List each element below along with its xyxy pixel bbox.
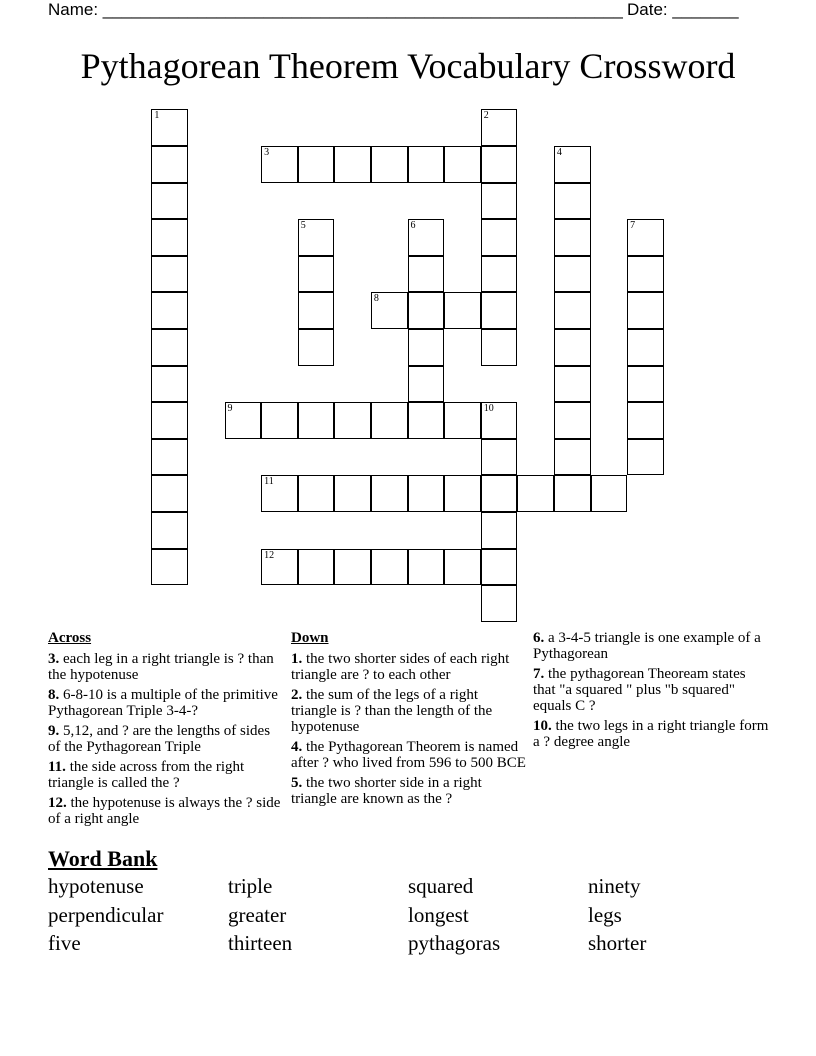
crossword-cell[interactable] [481,512,518,549]
crossword-cell[interactable] [371,402,408,439]
crossword-cell[interactable] [627,402,664,439]
clue-down-2 [291,687,527,735]
clue-text: the two shorter side in a right triangle are known as the ? [291,775,482,807]
crossword-cell[interactable] [554,402,591,439]
clue-text: the side across from the right triangle is called the ? [48,759,245,791]
clue-number: 5. [291,775,303,791]
crossword-cell[interactable] [481,109,518,146]
crossword-cell[interactable] [298,329,335,366]
clue-text: the sum of the legs of a right triangle is ? than the length of the hypotenuse [291,687,493,735]
down-heading: Down [291,630,329,646]
crossword-cell[interactable] [371,475,408,512]
word-bank-item: squared [408,874,474,898]
crossword-cell[interactable] [371,549,408,586]
crossword-cell[interactable] [408,549,445,586]
crossword-cell[interactable] [481,329,518,366]
word-bank-item: shorter [588,931,647,955]
crossword-cell[interactable] [151,292,188,329]
crossword-cell[interactable] [554,329,591,366]
crossword-cell[interactable] [591,475,628,512]
name-field[interactable]: Name: _______________________________________________________ [48,0,623,19]
crossword-cell[interactable] [481,402,518,439]
crossword-cell[interactable] [627,219,664,256]
cell-number: 5 [300,220,306,232]
clue-across-11 [48,759,284,791]
clue-number: 6. [533,630,545,646]
crossword-cell[interactable] [151,475,188,512]
crossword-cell[interactable] [298,256,335,293]
cell-number: 2 [483,110,489,122]
word-bank-item: legs [588,903,622,927]
word-bank-title: Word Bank [48,846,158,871]
clue-number: 12. [48,795,67,811]
clue-number: 8. [48,687,60,703]
clue-down-7 [533,666,769,714]
cell-number: 1 [154,110,160,122]
crossword-cell[interactable] [554,475,591,512]
crossword-cell[interactable] [554,146,591,183]
across-heading: Across [48,630,92,646]
crossword-cell[interactable] [627,329,664,366]
crossword-cell[interactable] [481,439,518,476]
crossword-cell[interactable] [371,292,408,329]
crossword-cell[interactable] [334,146,371,183]
down-clues-continued [533,630,769,754]
crossword-cell[interactable] [151,439,188,476]
crossword-cell[interactable] [627,366,664,403]
crossword-cell[interactable] [517,475,554,512]
word-bank-item: ninety [588,874,641,898]
crossword-cell[interactable] [298,402,335,439]
clue-number: 9. [48,723,60,739]
clue-down-1 [291,651,527,683]
word-bank-item: pythagoras [408,931,501,955]
crossword-cell[interactable] [334,402,371,439]
crossword-cell[interactable] [151,512,188,549]
clue-down-5 [291,775,527,807]
crossword-cell[interactable] [298,219,335,256]
cell-number: 3 [264,146,270,158]
cell-number: 8 [373,293,379,305]
word-bank-item: perpendicular [48,903,164,927]
crossword-cell[interactable] [261,475,298,512]
clue-text: a 3-4-5 triangle is one example of a Pythagorean [533,630,761,662]
crossword-cell[interactable] [627,439,664,476]
crossword-cell[interactable] [554,366,591,403]
clue-number: 3. [48,651,60,667]
clue-text: the two shorter sides of each right triangle are ? to each other [291,651,510,683]
clue-down-4 [291,739,527,771]
clue-across-3 [48,651,284,683]
word-bank-item: greater [228,903,287,927]
across-clues [48,630,284,831]
crossword-cell[interactable] [298,549,335,586]
cell-number: 7 [630,220,636,232]
clue-text: the two legs in a right triangle form a ? degree angle [533,718,769,750]
crossword-cell[interactable] [481,585,518,622]
crossword-cell[interactable] [151,402,188,439]
cell-number: 10 [483,403,494,415]
crossword-cell[interactable] [334,475,371,512]
crossword-cell[interactable] [151,219,188,256]
crossword-cell[interactable] [481,292,518,329]
down-clues [291,630,527,811]
crossword-cell[interactable] [408,366,445,403]
crossword-cell[interactable] [261,146,298,183]
crossword-cell[interactable] [444,475,481,512]
crossword-cell[interactable] [481,219,518,256]
word-bank-item: hypotenuse [48,874,144,898]
word-bank-item: thirteen [228,931,293,955]
clue-across-8 [48,687,284,719]
crossword-cell[interactable] [444,549,481,586]
crossword-cell[interactable] [444,146,481,183]
clue-down-6 [533,630,769,662]
crossword-cell[interactable] [225,402,262,439]
clue-down-10 [533,718,769,750]
clue-number: 7. [533,666,545,682]
cell-number: 9 [227,403,233,415]
crossword-cell[interactable] [444,292,481,329]
crossword-cell[interactable] [481,549,518,586]
crossword-cell[interactable] [481,146,518,183]
crossword-cell[interactable] [151,256,188,293]
crossword-cell[interactable] [151,329,188,366]
clue-across-9 [48,723,284,755]
crossword-cell[interactable] [481,475,518,512]
clue-number: 2. [291,687,303,703]
crossword-cell[interactable] [298,292,335,329]
crossword-cell[interactable] [408,146,445,183]
clue-across-12 [48,795,284,827]
crossword-cell[interactable] [444,402,481,439]
crossword-cell[interactable] [298,146,335,183]
crossword-cell[interactable] [334,549,371,586]
clue-text: 5,12, and ? are the lengths of sides of the Pythagorean Triple [48,723,271,755]
crossword-cell[interactable] [627,292,664,329]
date-field[interactable]: Date: _______ [627,0,739,19]
crossword-cell[interactable] [151,183,188,220]
clue-text: the Pythagorean Theorem is named after ? who lived from 596 to 500 BCE [291,739,526,771]
crossword-cell[interactable] [151,366,188,403]
clue-number: 4. [291,739,303,755]
clue-text: the hypotenuse is always the ? side of a right angle [48,795,281,827]
clue-text: 6-8-10 is a multiple of the primitive Pythagorean Triple 3-4-? [48,687,278,719]
clue-number: 1. [291,651,303,667]
clue-text: the pythagorean Theoream states that "a squared " plus "b squared" equals C ? [533,666,746,714]
word-bank-item: triple [228,874,273,898]
clue-number: 10. [533,718,552,734]
crossword-cell[interactable] [261,549,298,586]
crossword-cell[interactable] [298,475,335,512]
crossword-cell[interactable] [151,146,188,183]
crossword-cell[interactable] [261,402,298,439]
crossword-cell[interactable] [408,256,445,293]
crossword-cell[interactable] [554,219,591,256]
crossword-cell[interactable] [371,146,408,183]
cell-number: 11 [264,476,274,488]
crossword-cell[interactable] [554,183,591,220]
crossword-cell[interactable] [554,256,591,293]
cell-number: 12 [264,549,275,561]
crossword-cell[interactable] [481,183,518,220]
crossword-cell[interactable] [481,256,518,293]
crossword-cell[interactable] [408,219,445,256]
crossword-cell[interactable] [627,256,664,293]
clue-text: each leg in a right triangle is ? than the hypotenuse [48,651,274,683]
word-bank-item: longest [408,903,469,927]
crossword-cell[interactable] [408,402,445,439]
page-title: Pythagorean Theorem Vocabulary Crossword [80,46,736,86]
crossword-cell[interactable] [408,329,445,366]
crossword-cell[interactable] [554,439,591,476]
crossword-cell[interactable] [554,292,591,329]
crossword-cell[interactable] [408,475,445,512]
crossword-cell[interactable] [408,292,445,329]
crossword-cell[interactable] [151,109,188,146]
word-bank-item: five [48,931,81,955]
cell-number: 6 [410,220,416,232]
cell-number: 4 [556,146,562,158]
clue-number: 11. [48,759,66,775]
crossword-cell[interactable] [151,549,188,586]
